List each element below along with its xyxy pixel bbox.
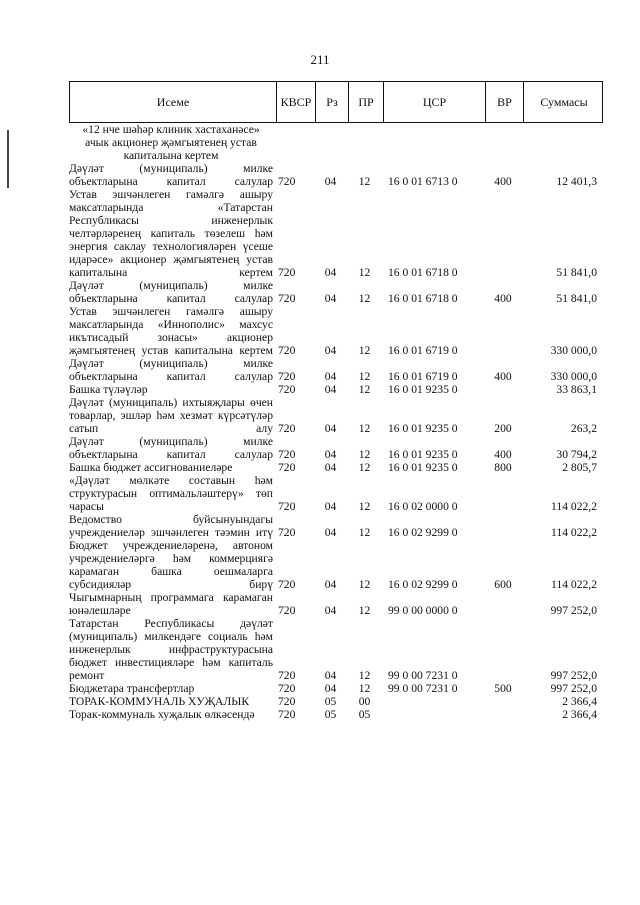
row-vr-cell: 200 [494,422,512,435]
table-header [69,81,603,123]
row-pr-cell: 05 [358,708,371,721]
row-rz-cell: 05 [324,695,337,708]
row-rz-cell: 04 [324,175,337,188]
header-rz: Рз [315,82,348,122]
row-sum-cell: 2 805,7 [562,461,597,474]
row-kvsr-cell: 720 [278,422,296,435]
table-row [69,123,603,162]
table-row [69,591,603,617]
row-name-cell: Дәүләт (муниципаль) милке объектларына капитал салулар [69,279,273,305]
row-sum-cell: 330 000,0 [550,370,597,383]
row-kvsr-cell: 720 [278,448,296,461]
row-kvsr-cell: 720 [278,266,296,279]
row-sum-cell: 114 022,2 [551,578,597,591]
row-rz-cell: 04 [324,344,337,357]
table-row [69,513,603,539]
table-row [69,383,603,396]
row-name-cell: Дәүләт (муниципаль) милке объектларына капитал салулар [69,357,273,383]
row-vr-cell: 400 [494,175,512,188]
row-kvsr-cell: 720 [278,708,296,721]
row-vr-cell: 400 [494,370,512,383]
row-vr-cell: 400 [494,292,512,305]
row-vr-cell [484,123,522,162]
row-vr-cell [484,474,522,513]
row-sum-cell: 2 366,4 [562,708,597,721]
row-csr-cell: 16 0 01 6719 0 [388,370,458,383]
row-csr-cell: 16 0 01 6713 0 [388,175,458,188]
row-rz-cell: 04 [324,669,337,682]
row-name-cell: ТОРАК-КОММУНАЛЬ ХУҖАЛЫК [69,695,250,708]
row-pr-cell: 12 [358,383,371,396]
row-sum-cell [522,123,603,162]
row-pr-cell: 12 [358,422,371,435]
row-kvsr-cell: 720 [278,526,296,539]
row-sum-cell: 997 252,0 [550,669,597,682]
row-rz-cell: 05 [324,708,337,721]
row-csr-cell: 99 0 00 0000 0 [388,604,458,617]
row-pr-cell: 12 [358,682,371,695]
table-row [69,695,603,708]
row-rz-cell: 04 [324,500,337,513]
row-vr-cell: 400 [494,448,512,461]
row-rz-cell: 04 [324,604,337,617]
table-row [69,279,603,305]
row-csr-cell: 16 0 02 9299 0 [388,578,458,591]
header-sum: Суммасы [523,82,604,122]
row-kvsr-cell: 720 [278,604,296,617]
row-name-cell: Дәүләт (муниципаль) ихтыяҗлары өчен товарлар, эшләр һәм хезмәт күрсәтүләр сатып алу [69,396,273,435]
row-pr-cell: 00 [358,695,371,708]
row-name-cell: Устав эшчәнлеген гамәлгә ашыру максатларында «Иннополис» махсус икътисадый зонасы» акционер җәмгыятенең устав капиталына кертем [69,305,273,357]
table-row [69,305,603,357]
row-name-cell: Башка бюджет ассигнованиеләре [69,461,233,474]
row-sum-cell: 12 401,3 [556,175,597,188]
row-kvsr-cell: 720 [278,682,296,695]
row-name-cell: Устав эшчәнлеген гамәлгә ашыру максатларында «Татарстан Республикасы инженерлык челтәрләренең капиталь төзелеш һәм энергия саклау технологияләрен үсеше идарәсе» акционер җәмгыятенең устав капиталына кертем [69,188,273,279]
row-rz-cell: 04 [324,448,337,461]
table-body [69,123,603,721]
table-row [69,461,603,474]
row-kvsr-cell: 720 [278,695,296,708]
row-rz-cell: 04 [324,682,337,695]
row-sum-cell: 263,2 [570,422,597,435]
row-pr-cell: 12 [358,461,371,474]
table-row [69,188,603,279]
table-row [69,682,603,695]
row-sum-cell: 997 252,0 [550,604,597,617]
row-sum-cell: 114 022,2 [551,526,597,539]
row-vr-cell [484,708,522,721]
row-sum-cell: 51 841,0 [556,292,597,305]
row-name-cell: Башка түләүләр [69,383,148,396]
row-rz-cell: 04 [324,422,337,435]
row-kvsr-cell: 720 [278,370,296,383]
row-csr-cell: 16 0 02 9299 0 [388,526,458,539]
table-row [69,539,603,591]
row-vr-cell [484,695,522,708]
row-name-cell: «Дәүләт мөлкәте составын һәм структурасын оптимальләштерү» төп чарасы [69,474,273,513]
row-rz-cell: 04 [324,370,337,383]
row-vr-cell [484,305,522,357]
row-sum-cell: 997 252,0 [550,682,597,695]
row-name-cell: Бюджетара трансфертлар [69,682,195,695]
row-vr-cell [484,617,522,682]
row-pr-cell: 12 [358,292,371,305]
row-csr-cell: 16 0 01 6719 0 [388,344,458,357]
row-sum-cell: 51 841,0 [556,266,597,279]
row-vr-cell: 600 [494,578,512,591]
row-csr-cell: 16 0 02 0000 0 [388,500,458,513]
table-row [69,396,603,435]
header-vr: ВР [485,82,523,122]
row-name-cell: Чыгымнарның программага карамаган юнәлешләре [69,591,273,617]
row-csr-cell: 16 0 01 9235 0 [388,448,458,461]
row-sum-cell: 30 794,2 [556,448,597,461]
row-vr-cell: 800 [494,461,512,474]
row-name-cell: «12 нче шәһәр клиник хастаханәсе» ачык акционер җәмгыятенең устав капиталына кертем [82,123,260,162]
row-pr-cell: 12 [358,175,371,188]
row-pr-cell: 12 [358,669,371,682]
scan-margin-mark [7,130,9,188]
row-vr-cell [484,591,522,617]
row-pr-cell: 12 [358,526,371,539]
row-vr-cell [484,383,522,396]
header-name: Исеме [156,94,190,109]
row-pr-cell: 12 [358,370,371,383]
row-pr-cell [347,123,382,162]
row-csr-cell [382,123,484,162]
table-row [69,708,603,721]
row-rz-cell: 04 [324,383,337,396]
row-kvsr-cell: 720 [278,344,296,357]
row-name-cell: Ведомство буйсынуындагы учреждениеләр эшчәнлеген тәэмин итү [69,513,273,539]
row-kvsr-cell: 720 [278,578,296,591]
table-row [69,435,603,461]
row-kvsr-cell [275,123,314,162]
row-name-cell: Татарстан Республикасы дәүләт (муниципаль) милкендәге социаль һәм инженерлык инфраструктурасына бюджет инвестицияләре һәм капиталь ремонт [69,617,273,682]
row-csr-cell [382,708,484,721]
table-row [69,162,603,188]
row-kvsr-cell: 720 [278,383,296,396]
table-row [69,617,603,682]
budget-table [69,81,603,721]
row-vr-cell [484,188,522,279]
row-kvsr-cell: 720 [278,461,296,474]
row-name-cell: Дәүләт (муниципаль) милке объектларына капитал салулар [69,162,273,188]
row-name-cell: Дәүләт (муниципаль) милке объектларына капитал салулар [69,435,273,461]
row-pr-cell: 12 [358,344,371,357]
row-csr-cell: 16 0 01 6718 0 [388,266,458,279]
row-rz-cell: 04 [324,461,337,474]
row-vr-cell: 500 [494,682,512,695]
row-rz-cell: 04 [324,526,337,539]
row-kvsr-cell: 720 [278,292,296,305]
row-csr-cell [382,695,484,708]
page-number: 211 [310,52,330,67]
row-name-cell: Бюджет учреждениеләренә, автоном учреждениеләргә һәм коммерциягә карамаган башка оешмаларга субсидияләр бирү [69,539,273,591]
row-csr-cell: 16 0 01 6718 0 [388,292,458,305]
row-csr-cell: 99 0 00 7231 0 [388,669,458,682]
table-row [69,474,603,513]
row-csr-cell: 16 0 01 9235 0 [388,422,458,435]
row-sum-cell: 2 366,4 [562,695,597,708]
row-csr-cell: 99 0 00 7231 0 [388,682,458,695]
row-pr-cell: 12 [358,266,371,279]
row-rz-cell: 04 [324,292,337,305]
header-csr: ЦСР [383,82,485,122]
row-name-cell: Торак-коммуналь хуҗалык өлкәсендә [69,708,255,721]
row-csr-cell: 16 0 01 9235 0 [388,383,458,396]
row-kvsr-cell: 720 [278,175,296,188]
row-rz-cell: 04 [324,578,337,591]
row-sum-cell: 114 022,2 [551,500,597,513]
row-pr-cell: 12 [358,578,371,591]
row-rz-cell: 04 [324,266,337,279]
row-kvsr-cell: 720 [278,500,296,513]
row-pr-cell: 12 [358,604,371,617]
row-kvsr-cell: 720 [278,669,296,682]
row-pr-cell: 12 [358,500,371,513]
header-pr: ПР [348,82,383,122]
header-kvsr: КВСР [276,82,315,122]
row-csr-cell: 16 0 01 9235 0 [388,461,458,474]
row-sum-cell: 330 000,0 [550,344,597,357]
row-vr-cell [484,513,522,539]
row-rz-cell [314,123,347,162]
row-pr-cell: 12 [358,448,371,461]
table-row [69,357,603,383]
row-sum-cell: 33 863,1 [556,383,597,396]
